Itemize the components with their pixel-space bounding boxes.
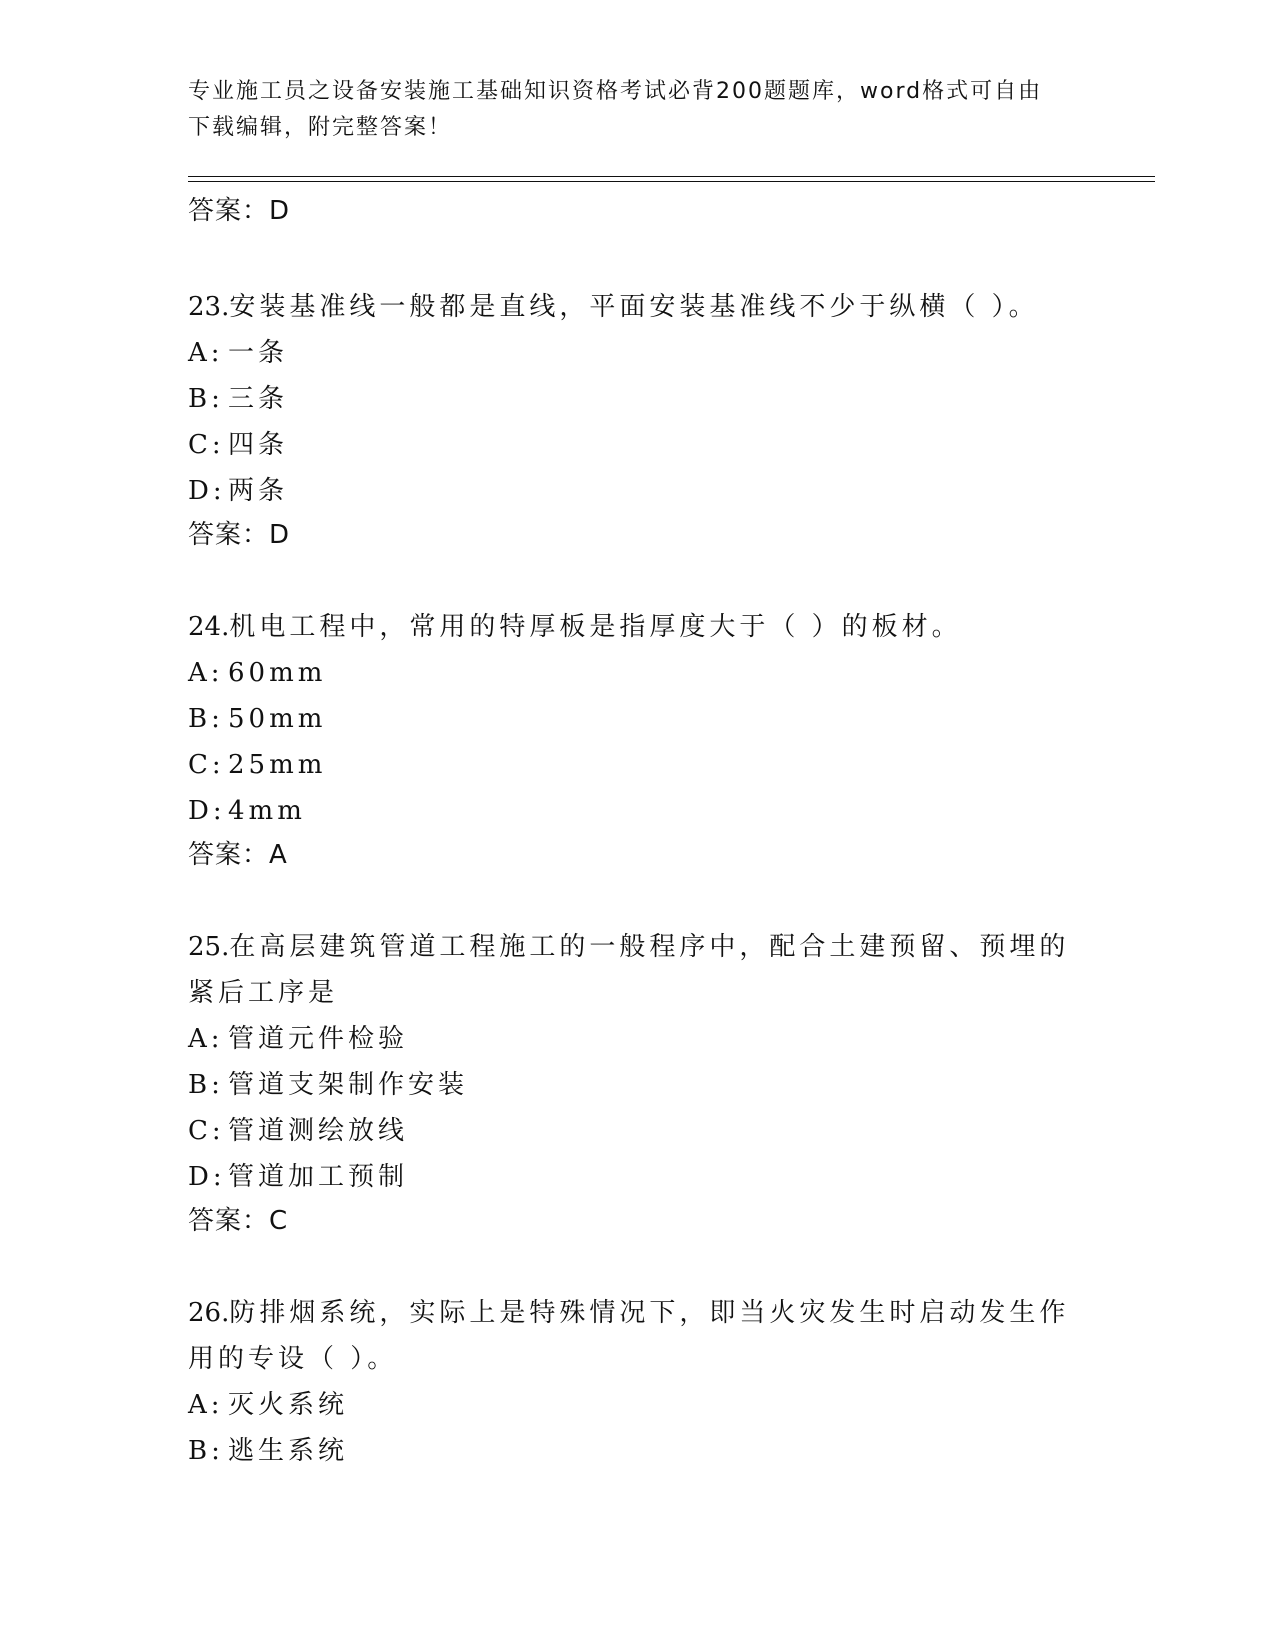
option-letter: B:: [188, 704, 224, 734]
option-letter: C:: [188, 1116, 225, 1146]
option-letter: A:: [188, 338, 224, 368]
option-a: [188, 650, 1088, 696]
option-letter: D:: [188, 796, 226, 826]
option-b: [188, 1062, 1088, 1108]
question-stem: 安装基准线一般都是直线，平面安装基准线不少于纵横（ ）。: [229, 292, 1039, 322]
question-25: [188, 924, 1088, 1238]
option-text: 三条: [228, 384, 289, 414]
option-text: 灭火系统: [228, 1390, 349, 1420]
question-stem: 机电工程中，常用的特厚板是指厚度大于（ ）的板材。: [229, 612, 962, 642]
option-d: [188, 468, 1088, 514]
question-text: [188, 1290, 1088, 1382]
answer-line: 答案：D: [188, 520, 291, 550]
option-b: [188, 376, 1088, 422]
question-number: 23.: [188, 292, 230, 322]
option-text: 管道支架制作安装: [228, 1070, 469, 1100]
question-text: [188, 924, 1088, 1016]
question-23: [188, 284, 1088, 552]
option-d: [188, 1154, 1088, 1200]
answer-line: 答案：C: [188, 1206, 289, 1236]
question-text: [188, 604, 1088, 650]
option-letter: D:: [188, 476, 226, 506]
option-c: [188, 1108, 1088, 1154]
option-letter: A:: [188, 1024, 224, 1054]
option-a: [188, 1016, 1088, 1062]
option-c: [188, 742, 1088, 788]
option-text: 管道元件检验: [228, 1024, 409, 1054]
question-24: [188, 604, 1088, 872]
option-text: 50mm: [228, 704, 327, 734]
header-line-2: 下载编辑，附完整答案！: [188, 115, 453, 140]
option-text: 一条: [228, 338, 289, 368]
answer-line: 答案：A: [188, 840, 288, 870]
question-stem: 防排烟系统，实际上是特殊情况下，即当火灾发生时启动发生作用的专设（ ）。: [188, 1298, 1070, 1374]
previous-answer: 答案：D: [188, 196, 291, 226]
option-text: 25mm: [228, 750, 327, 780]
question-26: [188, 1290, 1088, 1474]
header-line-1: 专业施工员之设备安装施工基础知识资格考试必背200题题库，word格式可自由: [188, 79, 1043, 104]
option-text: 两条: [228, 476, 289, 506]
option-text: 逃生系统: [228, 1436, 349, 1466]
option-a: [188, 330, 1088, 376]
option-b: [188, 696, 1088, 742]
option-letter: B:: [188, 1070, 224, 1100]
option-letter: D:: [188, 1162, 226, 1192]
option-letter: B:: [188, 1436, 224, 1466]
question-text: [188, 284, 1088, 330]
option-text: 60mm: [228, 658, 327, 688]
document-header: [188, 74, 1078, 146]
header-divider-top: [188, 176, 1155, 177]
question-number: 25.: [188, 932, 230, 962]
option-letter: A:: [188, 658, 224, 688]
option-text: 管道加工预制: [228, 1162, 409, 1192]
question-number: 26.: [188, 1298, 230, 1328]
option-letter: A:: [188, 1390, 224, 1420]
question-stem: 在高层建筑管道工程施工的一般程序中，配合土建预留、预埋的紧后工序是: [188, 932, 1070, 1008]
option-c: [188, 422, 1088, 468]
question-list: [188, 284, 1088, 1526]
option-text: 4mm: [228, 796, 306, 826]
question-number: 24.: [188, 612, 230, 642]
option-a: [188, 1382, 1088, 1428]
option-letter: C:: [188, 750, 225, 780]
option-text: 四条: [228, 430, 289, 460]
option-b: [188, 1428, 1088, 1474]
option-text: 管道测绘放线: [228, 1116, 409, 1146]
header-divider-bottom: [188, 181, 1155, 182]
option-letter: B:: [188, 384, 224, 414]
option-letter: C:: [188, 430, 225, 460]
option-d: [188, 788, 1088, 834]
